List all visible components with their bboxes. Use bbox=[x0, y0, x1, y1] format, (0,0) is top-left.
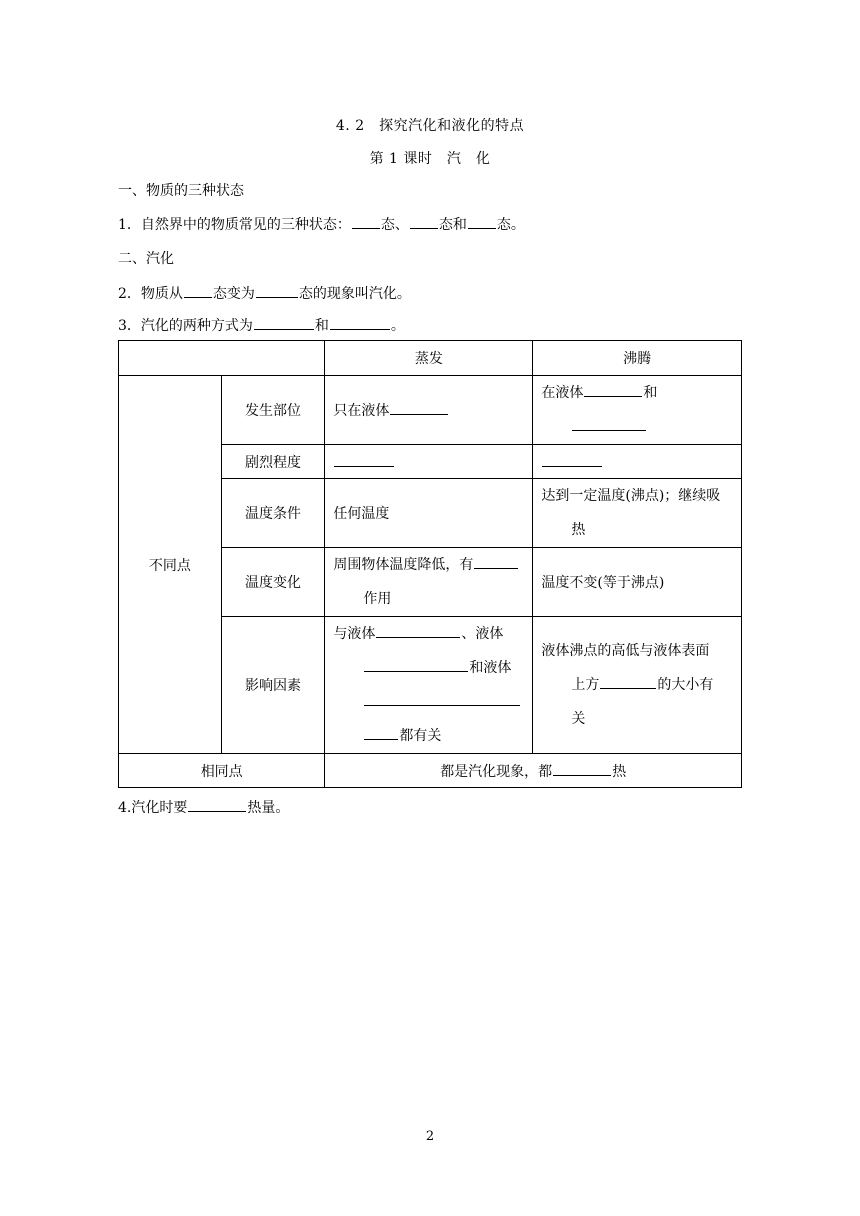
q1-part1: 态、 bbox=[380, 217, 409, 233]
cell-evap-location: 只在液体 bbox=[325, 376, 533, 445]
page-number: 2 bbox=[425, 1129, 435, 1144]
document-title: 4. 2 探究汽化和液化的特点 bbox=[335, 118, 525, 134]
row-label-temp-change: 温度变化 bbox=[221, 548, 325, 617]
cell-boil-factors: 液体沸点的高低与液体表面 上方 的大小有 关 bbox=[533, 617, 742, 754]
question-1 bbox=[118, 214, 525, 234]
row-label-factors: 影响因素 bbox=[221, 617, 325, 754]
blank-boil-location-2 bbox=[572, 416, 646, 431]
blank-1c bbox=[468, 214, 496, 229]
blank-3a bbox=[254, 315, 314, 330]
blank-evap-factor-4 bbox=[364, 725, 398, 740]
blank-1b bbox=[410, 214, 438, 229]
blank-2b bbox=[256, 283, 298, 298]
table-corner-cell bbox=[119, 341, 325, 376]
q2-prefix: 2．物质从 bbox=[118, 286, 183, 302]
blank-evap-factor-1 bbox=[376, 623, 460, 638]
cell-evap-factors: 与液体 、液体 和液体 都有关 bbox=[325, 617, 533, 754]
row-label-intensity: 剧烈程度 bbox=[221, 445, 325, 479]
header-boiling: 沸腾 bbox=[533, 341, 742, 376]
question-3 bbox=[118, 315, 405, 335]
cell-evap-temp-change: 周围物体温度降低，有 作用 bbox=[325, 548, 533, 617]
cell-boil-location: 在液体 和 bbox=[533, 376, 742, 445]
blank-evap-intensity bbox=[334, 452, 394, 467]
blank-evap-temp-change bbox=[474, 554, 518, 569]
section-heading-vaporization: 二、汽化 bbox=[118, 251, 174, 267]
cell-boil-temp-condition: 达到一定温度(沸点)；继续吸 热 bbox=[533, 479, 742, 548]
q3-suffix: 。 bbox=[390, 318, 405, 334]
cell-evap-intensity bbox=[325, 445, 533, 479]
q4-suffix: 热量。 bbox=[247, 800, 290, 816]
blank-evap-factor-3 bbox=[364, 691, 520, 706]
group-similarities: 相同点 bbox=[119, 754, 325, 788]
blank-1a bbox=[352, 214, 380, 229]
question-4 bbox=[118, 797, 289, 817]
q1-prefix: 1．自然界中的物质常见的三种状态： bbox=[118, 217, 351, 233]
q1-part3: 态。 bbox=[496, 217, 525, 233]
blank-boil-location-1 bbox=[584, 382, 642, 397]
table-row bbox=[119, 376, 742, 445]
table-header-row bbox=[119, 341, 742, 376]
cell-boil-temp-change: 温度不变(等于沸点) bbox=[533, 548, 742, 617]
cell-boil-intensity bbox=[533, 445, 742, 479]
group-differences: 不同点 bbox=[119, 376, 222, 754]
comparison-table bbox=[118, 340, 742, 788]
blank-boil-intensity bbox=[542, 452, 602, 467]
blank-boil-factor bbox=[600, 674, 656, 689]
blank-evap-factor-2 bbox=[364, 657, 468, 672]
blank-2a bbox=[184, 283, 212, 298]
table-row bbox=[119, 754, 742, 788]
question-2 bbox=[118, 283, 411, 303]
row-label-temp-condition: 温度条件 bbox=[221, 479, 325, 548]
row-label-location: 发生部位 bbox=[221, 376, 325, 445]
header-evaporation: 蒸发 bbox=[325, 341, 533, 376]
blank-same-point bbox=[553, 761, 611, 776]
lesson-subtitle: 第 1 课时 汽 化 bbox=[369, 151, 491, 167]
section-heading-states: 一、物质的三种状态 bbox=[118, 183, 244, 199]
q4-prefix: 4.汽化时要 bbox=[118, 800, 188, 816]
cell-evap-temp-condition: 任何温度 bbox=[325, 479, 533, 548]
cell-same-point: 都是汽化现象，都 热 bbox=[325, 754, 742, 788]
q1-part2: 态和 bbox=[438, 217, 467, 233]
blank-4 bbox=[188, 797, 246, 812]
blank-3b bbox=[330, 315, 390, 330]
q3-mid: 和 bbox=[314, 318, 329, 334]
q2-mid: 态变为 bbox=[212, 286, 255, 302]
q2-suffix: 态的现象叫汽化。 bbox=[298, 286, 411, 302]
blank-evap-location bbox=[390, 400, 448, 415]
q3-prefix: 3．汽化的两种方式为 bbox=[118, 318, 253, 334]
